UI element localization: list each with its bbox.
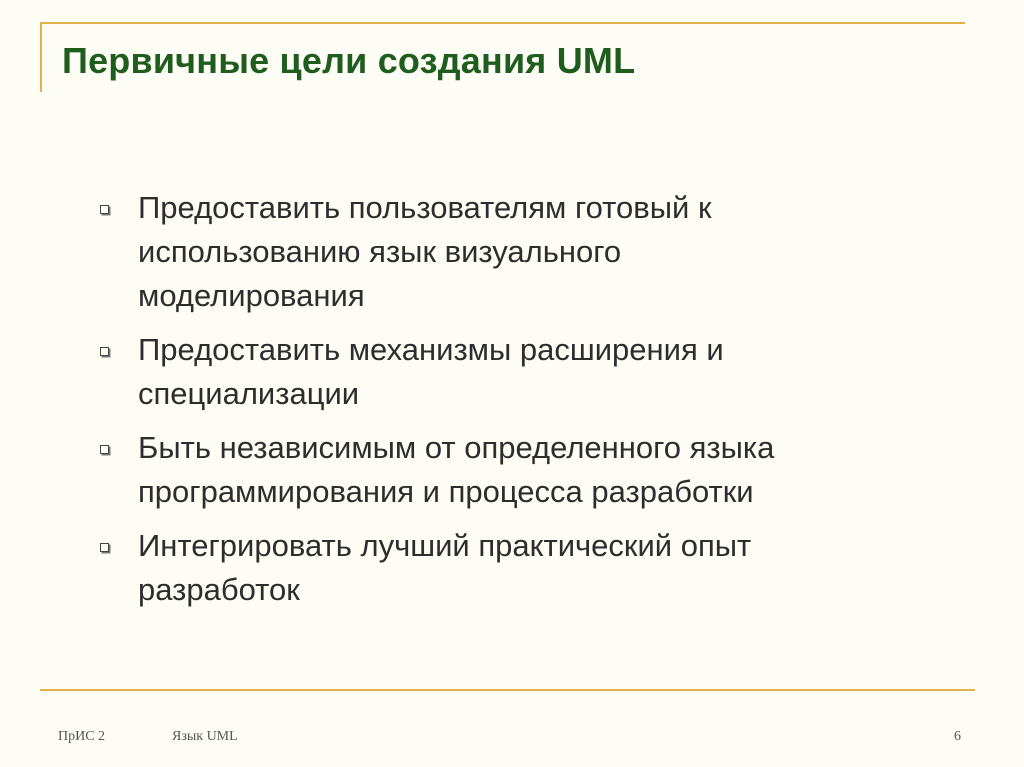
bullet-line: Интегрировать лучший практический опыт xyxy=(138,528,752,563)
square-bullet-icon xyxy=(100,543,109,552)
footer-topic: Язык UML xyxy=(172,729,238,744)
bullet-line: Предоставить механизмы расширения и xyxy=(138,332,724,367)
slide-title: Первичные цели создания UML xyxy=(62,40,636,81)
footer-course: ПрИС 2 xyxy=(58,729,106,744)
bullet-line: разработок xyxy=(138,572,300,607)
page-number: 6 xyxy=(954,729,961,744)
square-bullet-icon xyxy=(100,347,109,356)
footer-divider xyxy=(40,689,975,691)
square-bullet-icon xyxy=(100,205,109,214)
square-bullet-icon xyxy=(100,445,109,454)
list-item xyxy=(100,524,900,612)
list-item xyxy=(100,186,900,318)
list-item xyxy=(100,328,900,416)
bullet-line: Предоставить пользователям готовый к xyxy=(138,190,712,225)
list-item xyxy=(100,426,900,514)
left-accent-line xyxy=(40,22,42,92)
bullet-line: моделирования xyxy=(138,278,365,313)
bullet-line: специализации xyxy=(138,376,360,411)
bullet-line: Быть независимым от определенного языка xyxy=(138,430,775,465)
bullet-line: программирования и процесса разработки xyxy=(138,474,754,509)
top-accent-line xyxy=(40,22,965,24)
bullet-list xyxy=(100,186,900,622)
bullet-line: использованию язык визуального xyxy=(138,234,622,269)
